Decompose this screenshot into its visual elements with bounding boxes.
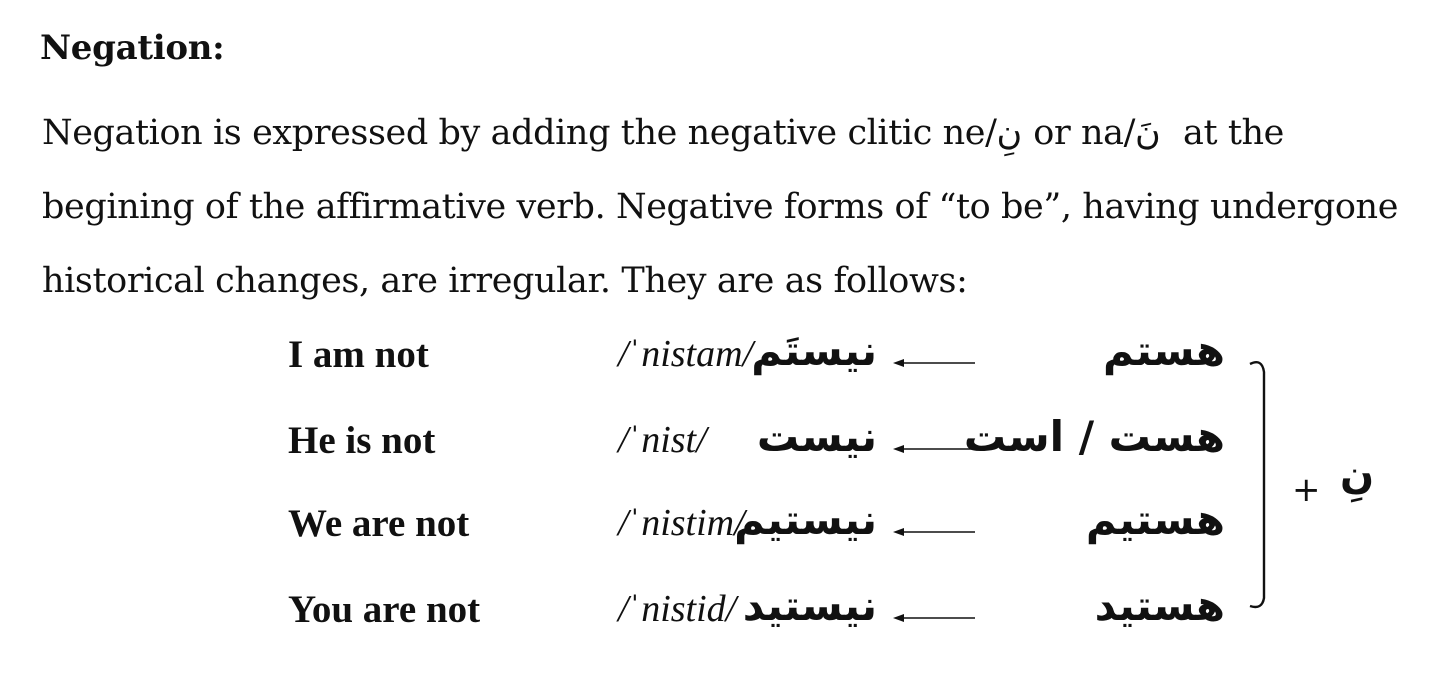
table-row: [0, 326, 1455, 392]
transliteration: /ˈnist/: [618, 419, 707, 461]
line1-before: Negation is expressed by adding the negative clitic ne/: [42, 113, 997, 153]
english-gloss: We are not: [288, 502, 470, 545]
english-gloss: I am not: [288, 333, 429, 376]
table-row: [0, 495, 1455, 561]
negative-form: نیستیم: [734, 495, 877, 544]
left-arrow-icon: [893, 611, 975, 625]
affirmative-form: هست / است: [963, 412, 1225, 461]
affirmative-form: هستم: [1103, 326, 1225, 375]
plus-sign: +: [1292, 470, 1321, 510]
right-bracket-icon: [1240, 352, 1280, 617]
negative-form: نیستَم: [751, 326, 877, 375]
negative-form: نیستید: [742, 581, 877, 630]
english-gloss: He is not: [288, 419, 436, 462]
ne-persian: نِ: [996, 113, 1023, 153]
left-arrow-icon: [893, 525, 975, 539]
line1-or: or na/: [1022, 113, 1136, 153]
paragraph-line-2: begining of the affirmative verb. Negative forms of “to be”, having undergone: [42, 187, 1399, 227]
na-persian: نَ: [1135, 113, 1161, 153]
paragraph-line-3: historical changes, are irregular. They are as follows:: [42, 261, 968, 301]
negative-clitic: نِ: [1340, 452, 1375, 498]
affirmative-form: هستید: [1094, 581, 1225, 630]
table-row: [0, 412, 1455, 478]
left-arrow-icon: [893, 442, 975, 456]
transliteration: /ˈnistid/: [618, 588, 737, 630]
line1-after: at the: [1160, 113, 1284, 153]
negative-form: نیست: [756, 412, 877, 461]
left-arrow-icon: [893, 356, 975, 370]
transliteration: /ˈnistam/: [618, 333, 754, 375]
transliteration: /ˈnistim/: [618, 502, 745, 544]
heading: Negation:: [40, 28, 225, 68]
table-row: [0, 581, 1455, 647]
affirmative-form: هستیم: [1085, 495, 1225, 544]
english-gloss: You are not: [288, 588, 481, 631]
